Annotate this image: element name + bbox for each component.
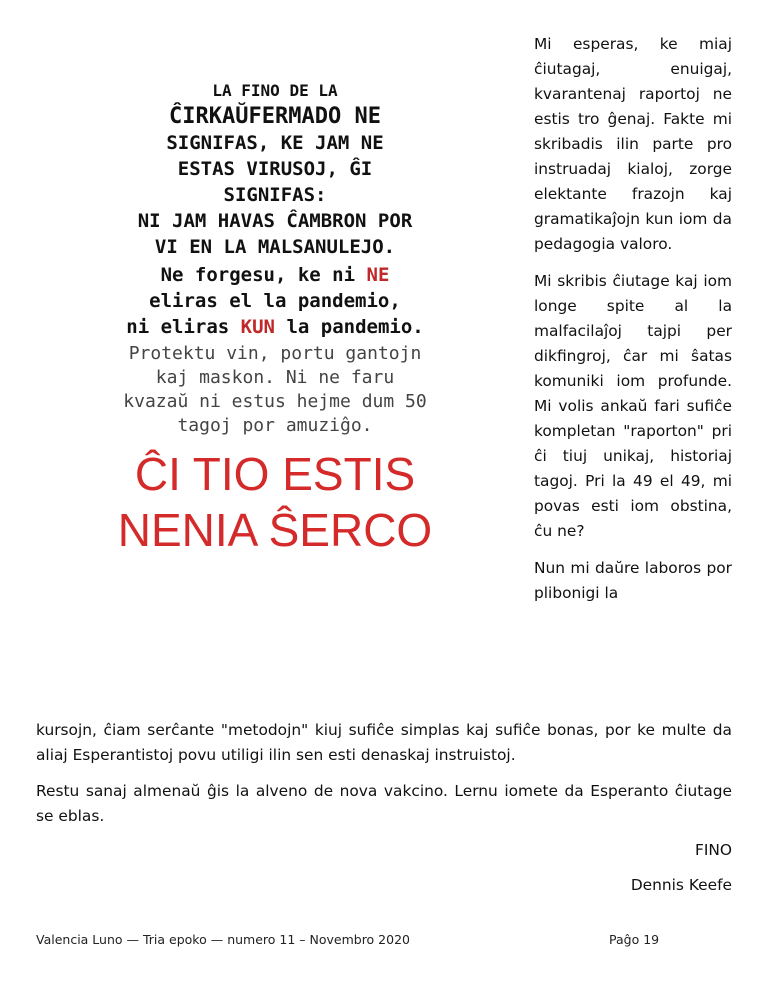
paragraph: Restu sanaj almenaŭ ĝis la alveno de nova vakcino. Lernu iomete da Esperanto ĉiutage se eblas.: [36, 782, 732, 825]
end-marker: FINO: [694, 841, 732, 859]
warning-line: [60, 314, 490, 340]
emphasis-ne: NE: [366, 264, 390, 286]
notice-box: [60, 78, 490, 558]
page-number: Paĝo 19: [609, 932, 660, 947]
advice-line: tagoj por amuziĝo.: [177, 415, 373, 436]
headline-line: LA FINO DE LA: [212, 81, 338, 100]
headline-line: SIGNIFAS:: [223, 184, 327, 206]
headline: [60, 78, 490, 260]
slogan-line: NENIA ŜERCO: [117, 504, 433, 556]
headline-line: SIGNIFAS, KE JAM NE: [166, 132, 384, 154]
warning-line: [60, 262, 490, 288]
advice-text: [60, 342, 490, 438]
footer-publication: Valencia Luno — Tria epoko — numero 11 – Novembro 2020: [36, 932, 410, 947]
warning-span: Ne forgesu, ke ni: [160, 264, 367, 286]
advice-line: kvazaŭ ni estus hejme dum 50: [123, 391, 427, 412]
headline-line: NI JAM HAVAS ĈAMBRON POR: [137, 210, 413, 232]
paragraph: Mi esperas, ke miaj ĉiutagaj, enuigaj, kvarantenaj raportoj ne estis tro ĝenaj. Fakte mi skribadis ilin parte pro instruadaj kialoj, zorge elektante frazojn kaj gramatikaĵojn kun iom da pedagogia valoro.: [534, 35, 732, 253]
warning-text: [60, 262, 490, 340]
author-name: Dennis Keefe: [630, 876, 732, 894]
advice-line: Protektu vin, portu gantojn: [128, 343, 422, 364]
warning-line: eliras el la pandemio,: [149, 290, 401, 312]
slogan-line: ĈI TIO ESTIS: [134, 448, 416, 500]
advice-line: kaj maskon. Ni ne faru: [155, 367, 395, 388]
warning-span: ni eliras: [126, 316, 241, 338]
headline-line: ESTAS VIRUSOJ, ĜI: [177, 158, 373, 180]
paragraph-continued: kursojn, ĉiam serĉante "metodojn" kiuj sufiĉe simplas kaj sufiĉe bonas, por ke multe da aliaj Esperantistoj povu utiligi ilin sen esti denaskaj instruistoj.: [36, 721, 732, 764]
right-column: [534, 32, 732, 618]
headline-line: ĈIRKAŬFERMADO NE: [169, 104, 381, 129]
paragraph: Nun mi daŭre laboros por plibonigi la: [534, 559, 732, 602]
warning-span: la pandemio.: [275, 316, 424, 338]
headline-line: VI EN LA MALSANULEJO.: [154, 236, 396, 258]
slogan: [60, 446, 490, 558]
emphasis-kun: KUN: [240, 316, 275, 338]
paragraph: Mi skribis ĉiutage kaj iom longe spite al la malfacilaĵoj tajpi per dikfingroj, ĉar mi ŝatas komuniki iom profunde. Mi volis ankaŭ fari sufiĉe kompletan "raporton" pri ĉi tiuj unikaj, historiaj tagoj. Pri la 49 el 49, mi povas esti iom obstina, ĉu ne?: [534, 272, 732, 540]
